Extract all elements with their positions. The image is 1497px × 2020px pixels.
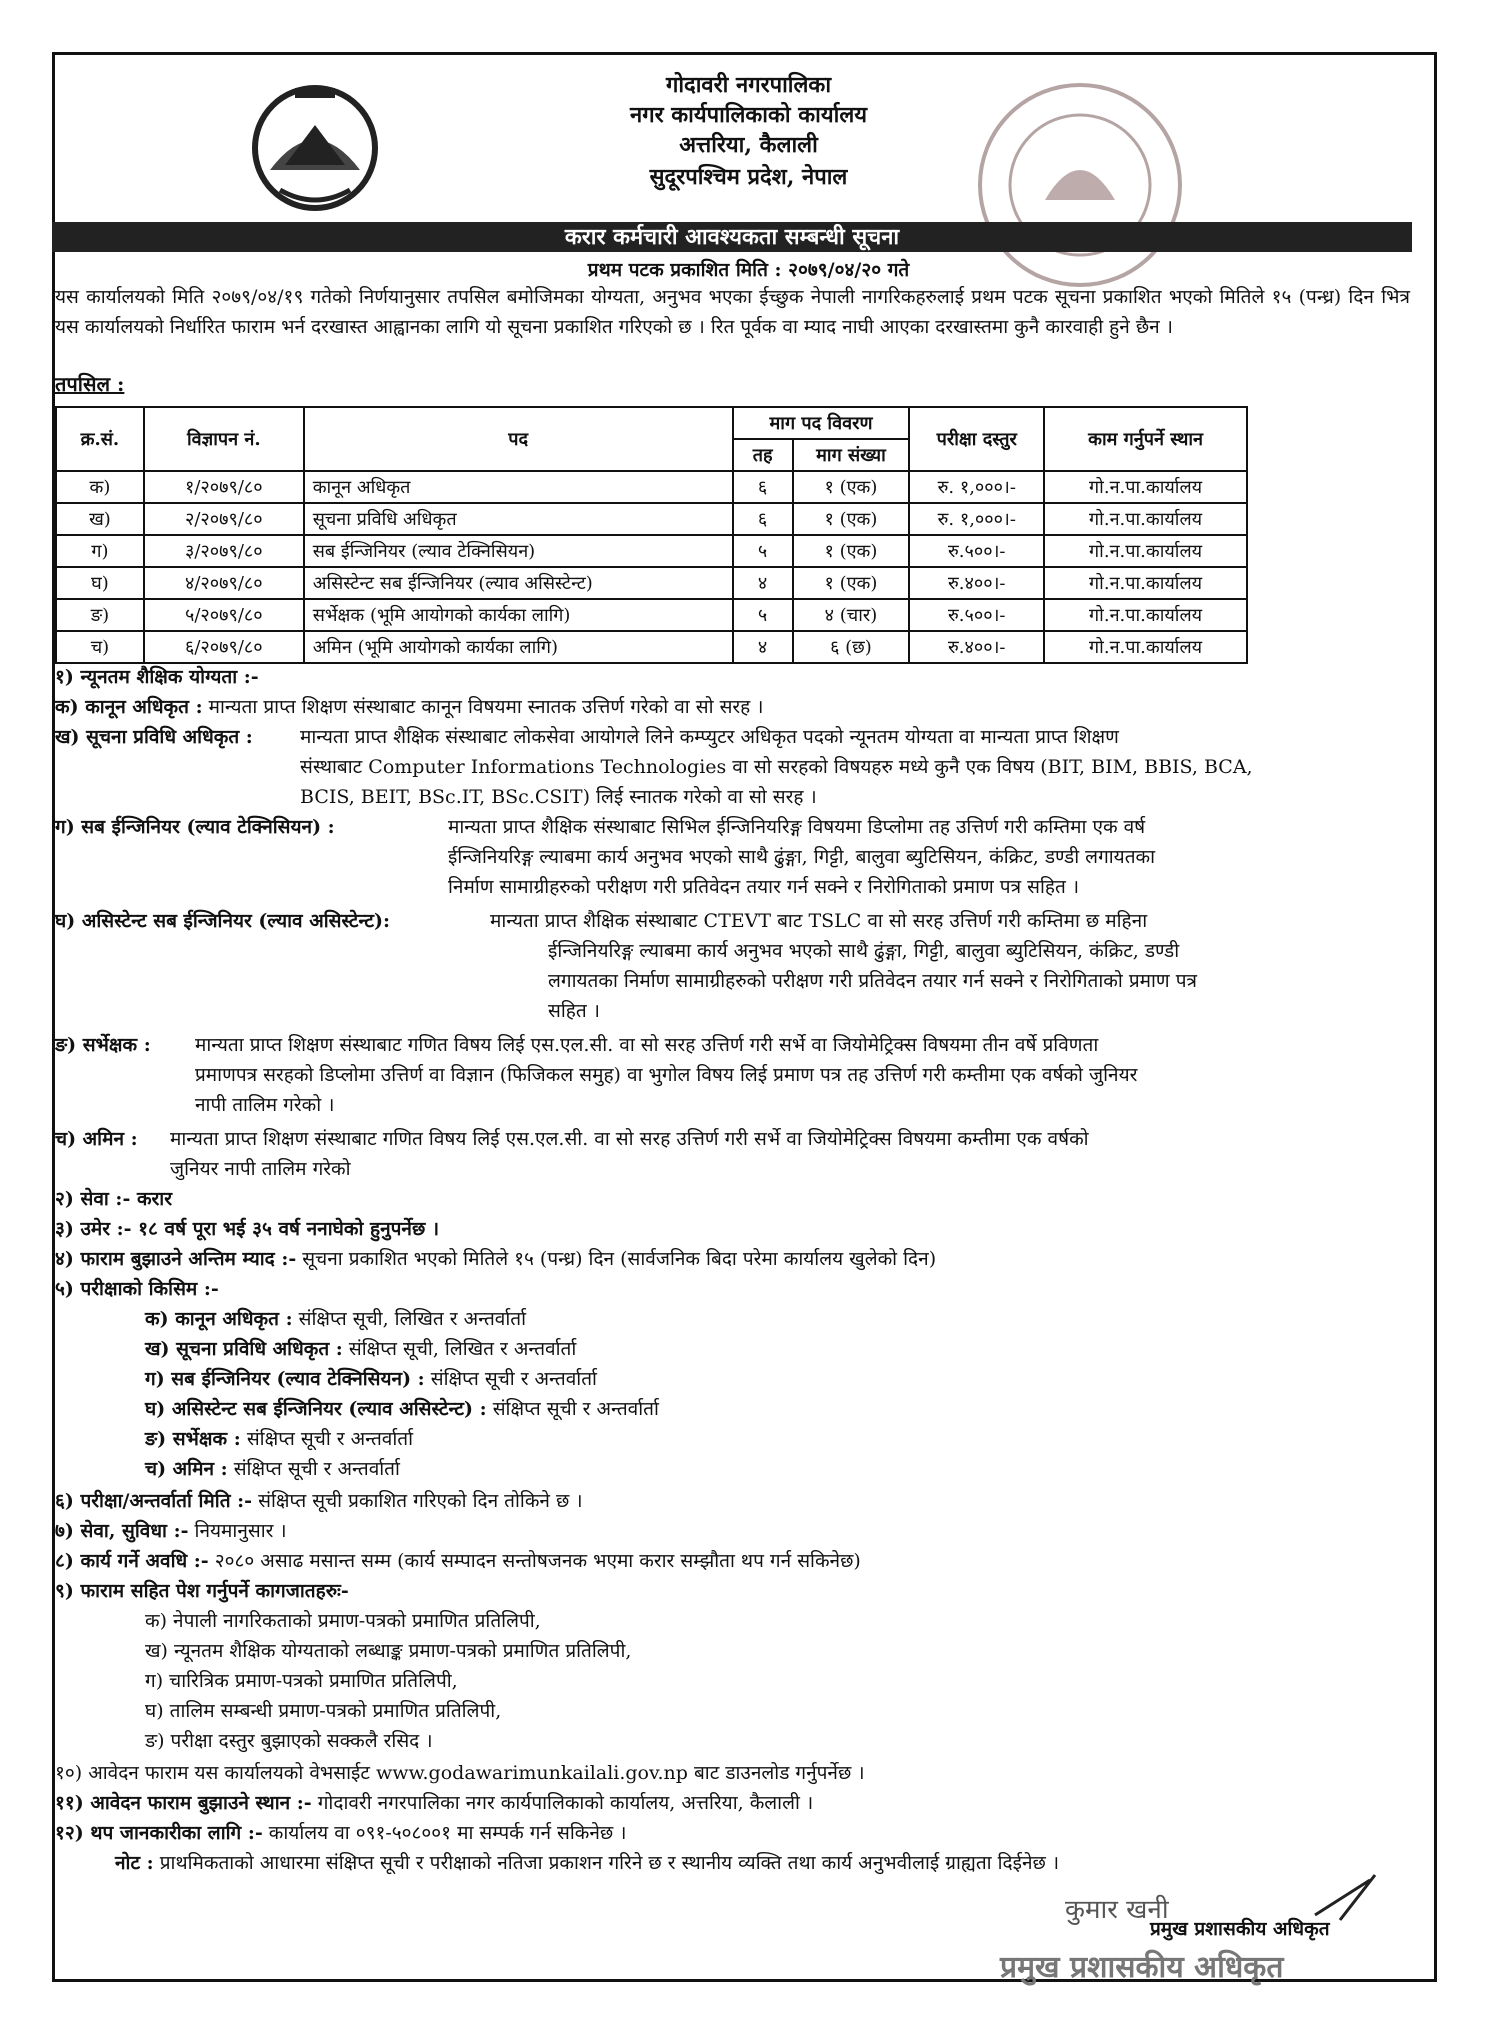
cell-sn: च) (56, 631, 144, 663)
qual-gha-line3: लगायतका निर्माण सामाग्रीहरुको परीक्षण गरी प्रतिवेदन तयार गर्न सक्ने र निरोगिताको प्रमाण पत्र (548, 970, 1197, 992)
table-row (56, 599, 1247, 631)
cell-adv: १/२०७९/८० (144, 471, 304, 503)
exam-item-text: संक्षिप्त सूची, लिखित र अन्तर्वार्ता (348, 1338, 577, 1360)
cell-fee: रु. १,०००।- (909, 503, 1044, 535)
item-avadhi (55, 1546, 861, 1576)
item-date-label: ६) परीक्षा/अन्तर्वार्ता मिति :- (55, 1490, 253, 1512)
posts-table (55, 406, 1248, 664)
tapasil-heading: तपसिल : (55, 372, 125, 396)
office-province: सुदूरपश्चिम प्रदेश, नेपाल (649, 164, 848, 190)
item-myad (55, 1244, 936, 1274)
docs-heading: ९) फाराम सहित पेश गर्नुपर्ने कागजातहरुः- (55, 1580, 349, 1602)
qual-kha-line1: मान्यता प्राप्त शैक्षिक संस्थाबाट लोकसेवा आयोगले लिने कम्प्युटर अधिकृत पदको न्यूनतम योग्यता वा मान्यता प्राप्त शिक्षण (300, 726, 1119, 748)
item-date-text: संक्षिप्त सूची प्रकाशित गरिएको दिन तोकिने छ । (258, 1490, 583, 1512)
col-level: तह (733, 439, 793, 471)
qual-cha-label: च) अमिन : (55, 1128, 138, 1150)
table-row (56, 471, 1247, 503)
table-row (56, 535, 1247, 567)
cell-level: ५ (733, 599, 793, 631)
cell-sn: क) (56, 471, 144, 503)
cell-post: सर्भेक्षक (भूमि आयोगको कार्यका लागि) (304, 599, 733, 631)
qual-heading: १) न्यूनतम शैक्षिक योग्यता :- (55, 666, 259, 688)
item-myad-label: ४) फाराम बुझाउने अन्तिम म्याद :- (55, 1248, 297, 1270)
note (115, 1848, 1059, 1878)
item-place-text: गोदावरी नगरपालिका नगर कार्यपालिकाको कार्यालय, अत्तरिया, कैलाली । (317, 1792, 814, 1814)
doc-item: ङ) परीक्षा दस्तुर बुझाएको सक्कलै रसिद । (145, 1730, 433, 1752)
exam-item-label: क) कानून अधिकृत : (145, 1308, 293, 1330)
item-contact (55, 1818, 627, 1848)
qual-gha-line1: मान्यता प्राप्त शैक्षिक संस्थाबाट CTEVT बाट TSLC वा सो सरह उत्तिर्ण गरी कम्तिमा छ महिना (490, 910, 1148, 932)
cell-post: सूचना प्रविधि अधिकृत (304, 503, 733, 535)
qual-nga-line2: प्रमाणपत्र सरहको डिप्लोमा उत्तिर्ण वा विज्ञान (फिजिकल समुह) वा भुगोल विषय लिई प्रमाण पत्र तह उत्तिर्ण गरी कम्तीमा एक वर्षको जुनियर (195, 1064, 1138, 1086)
exam-item (145, 1454, 400, 1484)
cell-fee: रु.५००।- (909, 535, 1044, 567)
exam-item-text: संक्षिप्त सूची र अन्तर्वार्ता (430, 1368, 597, 1390)
doc-item: ख) न्यूनतम शैक्षिक योग्यताको लब्धाङ्क प्रमाण-पत्रको प्रमाणित प्रतिलिपी, (145, 1640, 632, 1662)
office-name: गोदावरी नगरपालिका (665, 72, 832, 98)
qual-ga-line2: ईन्जिनियरिङ्ग ल्याबमा कार्य अनुभव भएको साथै ढुंङ्गा, गिट्टी, बालुवा ब्युटिसियन, कंक्रिट, डण्डी लगायतका (448, 846, 1156, 868)
intro-paragraph: यस कार्यालयको मिति २०७९/०४/१९ गतेको निर्णयानुसार तपसिल बमोजिमका योग्यता, अनुभव भएका ईच्छुक नेपाली नागरिकहरुलाई प्रथम पटक सूचना प्रकाशित भएको मितिले १५ (पन्ध्र) दिन भित्र यस कार्यालयको निर्धारित फाराम भर्न दरखास्त आह्वानका लागि यो सूचना प्रकाशित गरिएको छ । रित पूर्वक वा म्याद नाघी आएका दरखास्तमा कुनै कारवाही हुने छैन । (55, 286, 1410, 338)
cell-place: गो.न.पा.कार्यालय (1044, 631, 1247, 663)
qual-gha-line4: सहित । (548, 1000, 600, 1022)
cell-count: १ (एक) (793, 535, 910, 567)
col-adv: विज्ञापन नं. (144, 407, 304, 471)
qual-nga-label: ङ) सर्भेक्षक : (55, 1034, 151, 1056)
office-subtitle: नगर कार्यपालिकाको कार्यालय (630, 102, 867, 128)
cell-level: ४ (733, 567, 793, 599)
exam-heading: ५) परीक्षाको किसिम :- (55, 1278, 219, 1300)
exam-item (145, 1424, 413, 1454)
exam-item-label: ङ) सर्भेक्षक : (145, 1428, 241, 1450)
item-suvidha-label: ७) सेवा, सुविधा :- (55, 1520, 189, 1542)
exam-item (145, 1364, 597, 1394)
exam-item (145, 1394, 659, 1424)
cell-count: ४ (चार) (793, 599, 910, 631)
qual-cha-line2: जुनियर नापी तालिम गरेको (170, 1158, 351, 1180)
item-contact-label: १२) थप जानकारीका लागि :- (55, 1822, 263, 1844)
qual-cha-line1: मान्यता प्राप्त शिक्षण संस्थाबाट गणित विषय लिई एस.एल.सी. वा सो सरह उत्तिर्ण गरी सर्भे वा जियोमेट्रिक्स विषयमा कम्तीमा एक वर्षको (170, 1128, 1089, 1150)
cell-place: गो.न.पा.कार्यालय (1044, 567, 1247, 599)
item-place (55, 1788, 813, 1818)
cell-place: गो.न.पा.कार्यालय (1044, 471, 1247, 503)
cell-adv: ३/२०७९/८० (144, 535, 304, 567)
doc-item: घ) तालिम सम्बन्धी प्रमाण-पत्रको प्रमाणित प्रतिलिपी, (145, 1700, 502, 1722)
qual-ga-line3: निर्माण सामाग्रीहरुको परीक्षण गरी प्रतिवेदन तयार गर्न सक्ने र निरोगिताको प्रमाण पत्र सहित । (448, 876, 1080, 898)
cell-adv: ४/२०७९/८० (144, 567, 304, 599)
cell-level: ५ (733, 535, 793, 567)
cell-count: १ (एक) (793, 471, 910, 503)
exam-item-label: ग) सब ईन्जिनियर (ल्याव टेक्निसियन) : (145, 1368, 425, 1390)
cell-place: गो.न.पा.कार्यालय (1044, 535, 1247, 567)
exam-item-text: संक्षिप्त सूची र अन्तर्वार्ता (492, 1398, 659, 1420)
cell-sn: ख) (56, 503, 144, 535)
cell-count: १ (एक) (793, 503, 910, 535)
signatory-title: प्रमुख प्रशासकीय अधिकृत (1150, 1918, 1330, 1940)
qual-kha-label: ख) सूचना प्रविधि अधिकृत : (55, 726, 253, 748)
item-avadhi-label: ८) कार्य गर्ने अवधि :- (55, 1550, 209, 1572)
doc-item: ग) चारित्रिक प्रमाण-पत्रको प्रमाणित प्रतिलिपी, (145, 1670, 458, 1692)
cell-level: ४ (733, 631, 793, 663)
col-demand: माग पद विवरण (733, 407, 910, 439)
item-umer: ३) उमेर :- १८ वर्ष पूरा भई ३५ वर्ष ननाघेको हुनुपर्नेछ । (55, 1218, 440, 1240)
exam-item-text: संक्षिप्त सूची, लिखित र अन्तर्वार्ता (298, 1308, 527, 1330)
cell-fee: रु.४००।- (909, 631, 1044, 663)
table-row (56, 503, 1247, 535)
item-myad-text: सूचना प्रकाशित भएको मितिले १५ (पन्ध्र) दिन (सार्वजनिक बिदा परेमा कार्यालय खुलेको दिन) (302, 1248, 937, 1270)
cell-level: ६ (733, 503, 793, 535)
exam-item-label: च) अमिन : (145, 1458, 228, 1480)
cell-fee: रु.५००।- (909, 599, 1044, 631)
cell-fee: रु. १,०००।- (909, 471, 1044, 503)
cell-place: गो.न.पा.कार्यालय (1044, 503, 1247, 535)
cell-fee: रु.४००।- (909, 567, 1044, 599)
exam-item-text: संक्षिप्त सूची र अन्तर्वार्ता (246, 1428, 414, 1450)
qual-gha-line2: ईन्जिनियरिङ्ग ल्याबमा कार्य अनुभव भएको साथै ढुंङ्गा, गिट्टी, बालुवा ब्युटिसियन, कंक्रिट, डण्डी (548, 940, 1180, 962)
qual-ga-line1: मान्यता प्राप्त शैक्षिक संस्थाबाट सिभिल ईन्जिनियरिङ्ग विषयमा डिप्लोमा तह उत्तिर्ण गरी कम्तिमा एक वर्ष (448, 816, 1146, 838)
cell-post: असिस्टेन्ट सब ईन्जिनियर (ल्याव असिस्टेन्ट) (304, 567, 733, 599)
item-suvidha-text: नियमानुसार । (194, 1520, 287, 1542)
item-suvidha (55, 1516, 287, 1546)
notice-title: करार कर्मचारी आवश्यकता सम्बन्धी सूचना (52, 222, 1412, 252)
cell-place: गो.न.पा.कार्यालय (1044, 599, 1247, 631)
col-fee: परीक्षा दस्तुर (909, 407, 1044, 471)
qual-kha-line2: संस्थाबाट Computer Informations Technologies वा सो सरहको विषयहरु मध्ये कुनै एक विषय (BIT, BIM, BBIS, BCA, (300, 756, 1253, 778)
cell-level: ६ (733, 471, 793, 503)
qual-nga-line1: मान्यता प्राप्त शिक्षण संस्थाबाट गणित विषय लिई एस.एल.सी. वा सो सरह उत्तिर्ण गरी सर्भे वा जियोमेट्रिक्स विषयमा तीन वर्षे प्रविणता (195, 1034, 1099, 1056)
office-location: अत्तरिया, कैलाली (679, 132, 818, 158)
qual-gha-label: घ) असिस्टेन्ट सब ईन्जिनियर (ल्याव असिस्टेन्ट): (55, 910, 391, 932)
cell-post: कानून अधिकृत (304, 471, 733, 503)
qual-ka (55, 692, 764, 722)
table-row (56, 567, 1247, 599)
cell-adv: ६/२०७९/८० (144, 631, 304, 663)
cell-count: ६ (छ) (793, 631, 910, 663)
exam-item (145, 1334, 576, 1364)
signature-stamp: प्रमुख प्रशासकीय अधिकृत (1000, 1950, 1284, 1985)
exam-item-label: ख) सूचना प्रविधि अधिकृत : (145, 1338, 343, 1360)
item-place-label: ११) आवेदन फाराम बुझाउने स्थान :- (55, 1792, 312, 1814)
cell-post: सब ईन्जिनियर (ल्याव टेक्निसियन) (304, 535, 733, 567)
qual-kha-line3: BCIS, BEIT, BSc.IT, BSc.CSIT) लिई स्नातक गरेको वा सो सरह । (300, 786, 817, 808)
cell-adv: २/२०७९/८० (144, 503, 304, 535)
item-date (55, 1486, 583, 1516)
item-avadhi-text: २०८० असाढ मसान्त सम्म (कार्य सम्पादन सन्तोषजनक भएमा करार सम्झौता थप गर्न सकिनेछ) (214, 1550, 861, 1572)
qual-ga-label: ग) सब ईन्जिनियर (ल्याव टेक्निसियन) : (55, 816, 335, 838)
qual-ka-label: क) कानून अधिकृत : (55, 696, 203, 718)
qual-ka-text: मान्यता प्राप्त शिक्षण संस्थाबाट कानून विषयमा स्नातक उत्तिर्ण गरेको वा सो सरह । (208, 696, 764, 718)
col-sn: क्र.सं. (56, 407, 144, 471)
col-place: काम गर्नुपर्ने स्थान (1044, 407, 1247, 471)
published-date: प्रथम पटक प्रकाशित मिति : २०७९/०४/२० गते (587, 259, 910, 281)
col-post: पद (304, 407, 733, 471)
cell-sn: ग) (56, 535, 144, 567)
signatory-name: कुमार खनी (1065, 1895, 1169, 1925)
exam-item (145, 1304, 526, 1334)
cell-adv: ५/२०७९/८० (144, 599, 304, 631)
note-label: नोट : (115, 1852, 154, 1874)
cell-count: १ (एक) (793, 567, 910, 599)
table-row (56, 631, 1247, 663)
item-website: १०) आवेदन फाराम यस कार्यालयको वेभसाईट www.godawarimunkailali.gov.np बाट डाउनलोड गर्नुपर्नेछ । (55, 1762, 865, 1784)
item-contact-text: कार्यालय वा ०९१-५०८००१ मा सम्पर्क गर्न सकिनेछ । (268, 1822, 627, 1844)
cell-sn: घ) (56, 567, 144, 599)
item-seva: २) सेवा :- करार (55, 1188, 172, 1210)
exam-item-text: संक्षिप्त सूची र अन्तर्वार्ता (233, 1458, 400, 1480)
col-count: माग संख्या (793, 439, 910, 471)
cell-post: अमिन (भूमि आयोगको कार्यका लागि) (304, 631, 733, 663)
cell-sn: ङ) (56, 599, 144, 631)
note-text: प्राथमिकताको आधारमा संक्षिप्त सूची र परीक्षाको नतिजा प्रकाशन गरिने छ र स्थानीय व्यक्ति तथा कार्य अनुभवीलाई ग्राह्यता दिईनेछ । (159, 1852, 1060, 1874)
doc-item: क) नेपाली नागरिकताको प्रमाण-पत्रको प्रमाणित प्रतिलिपी, (145, 1610, 541, 1632)
exam-item-label: घ) असिस्टेन्ट सब ईन्जिनियर (ल्याव असिस्टेन्ट) : (145, 1398, 487, 1420)
qual-nga-line3: नापी तालिम गरेको । (195, 1094, 335, 1116)
